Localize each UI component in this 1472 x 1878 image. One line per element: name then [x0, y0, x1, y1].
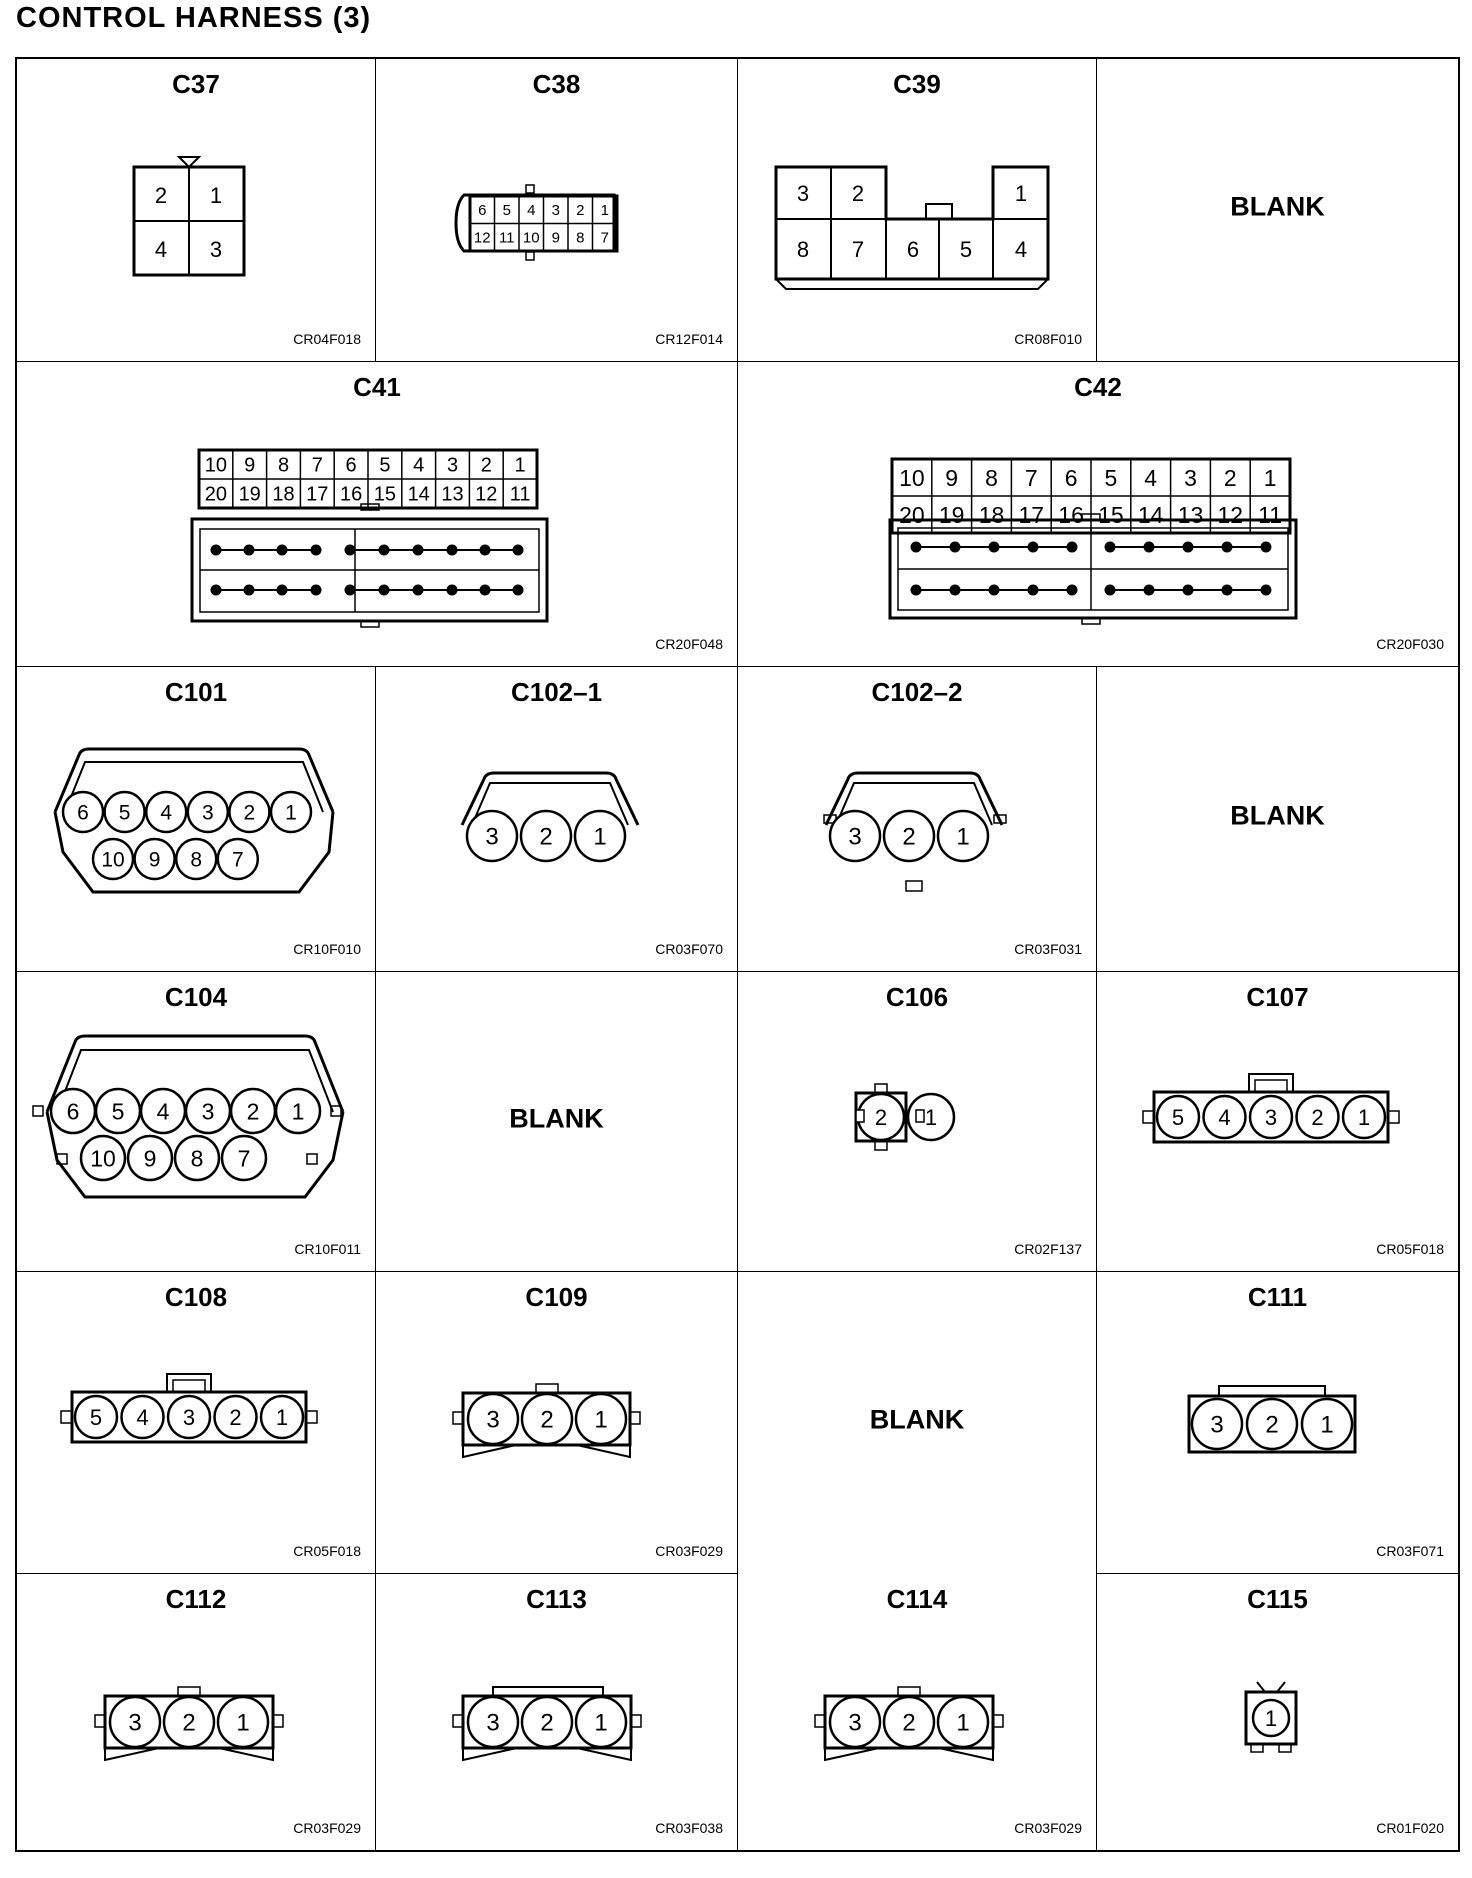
pin-label: 10 — [90, 1145, 116, 1172]
blank-label: BLANK — [869, 1404, 965, 1435]
pin-label: 16 — [1058, 501, 1084, 528]
connector-label: C115 — [1247, 1584, 1308, 1614]
pin-label: 6 — [345, 454, 357, 477]
terminal-dot — [211, 545, 222, 556]
pin-label: 7 — [600, 229, 609, 247]
pin-label: 1 — [1263, 464, 1277, 491]
pin-label: 4 — [154, 237, 168, 262]
pin-label: 4 — [160, 801, 173, 825]
part-code: CR03F029 — [655, 1543, 723, 1559]
pin-label: 4 — [1144, 464, 1158, 491]
cell-c41 — [17, 362, 738, 667]
pin-label: 2 — [1311, 1104, 1324, 1130]
pin-label: 5 — [118, 801, 131, 825]
connector-c104-diagram — [17, 972, 376, 1272]
connector-label: C101 — [164, 677, 228, 707]
terminal-dot — [1105, 585, 1116, 596]
pin-label: 3 — [209, 237, 223, 262]
connector-label: C104 — [164, 982, 228, 1012]
pin-label: 9 — [551, 229, 560, 247]
connector-c39-diagram — [738, 59, 1097, 362]
pin-label: 5 — [379, 454, 391, 477]
connector-grid — [15, 57, 1460, 1852]
cell-c112 — [17, 1574, 376, 1850]
part-code: CR10F011 — [294, 1241, 361, 1257]
pin-label: 8 — [576, 229, 585, 247]
terminal-dot — [447, 585, 458, 596]
pin-label: 2 — [1223, 464, 1237, 491]
pin-label: 3 — [201, 1098, 215, 1125]
pin-label: 3 — [182, 1404, 196, 1430]
pin-label: 17 — [1018, 501, 1045, 528]
connector-label: C42 — [1074, 372, 1122, 402]
part-code: CR03F071 — [1376, 1543, 1444, 1559]
pin-label: 14 — [1137, 501, 1164, 528]
pin-label: 5 — [1104, 464, 1118, 491]
cell-c102-1 — [376, 667, 738, 972]
terminal-dot — [1067, 585, 1078, 596]
connector-c108-diagram — [17, 1272, 376, 1574]
pin-label: 13 — [441, 483, 464, 506]
pin-label: 1 — [956, 1709, 970, 1737]
part-code: CR20F030 — [1376, 636, 1444, 652]
terminal-dot — [513, 545, 524, 556]
pin-label: 3 — [486, 1709, 500, 1737]
pin-label: 1 — [594, 1709, 608, 1737]
part-code: CR20F048 — [655, 636, 723, 652]
terminal-dot — [244, 545, 255, 556]
pin-label: 8 — [277, 454, 290, 477]
terminal-dot — [277, 545, 288, 556]
terminal-dot — [480, 545, 491, 556]
pin-label: 10 — [899, 464, 925, 491]
pin-label: 2 — [229, 1404, 242, 1430]
part-code: CR03F070 — [655, 941, 723, 957]
terminal-dot — [379, 585, 390, 596]
pin-label: 5 — [959, 237, 973, 262]
pin-label: 1 — [209, 183, 223, 208]
connector-label: C111 — [1247, 1282, 1308, 1312]
terminal-dot — [1028, 585, 1039, 596]
cell-blank — [1097, 667, 1458, 972]
pin-label: 7 — [851, 237, 865, 262]
connector-label: C109 — [525, 1282, 588, 1312]
connector-c114-diagram — [738, 1574, 1097, 1850]
part-code: CR03F029 — [1014, 1820, 1082, 1836]
pin-label: 14 — [407, 483, 430, 506]
pin-label: 10 — [522, 229, 540, 247]
pin-label: 17 — [306, 483, 329, 506]
pin-label: 9 — [945, 464, 959, 491]
cell-blank — [738, 1272, 1097, 1574]
pin-label: 6 — [1064, 464, 1078, 491]
pin-label: 8 — [985, 464, 998, 491]
pin-label: 5 — [1171, 1104, 1185, 1130]
pin-label: 19 — [938, 501, 965, 528]
pin-label: 8 — [190, 1145, 204, 1172]
connector-c41-diagram — [17, 362, 738, 667]
pin-label: 2 — [182, 1709, 196, 1737]
connector-c106-diagram — [738, 972, 1097, 1272]
pin-label: 1 — [275, 1404, 289, 1430]
cell-c104 — [17, 972, 376, 1272]
pin-label: 2 — [243, 801, 256, 825]
pin-label: 4 — [136, 1404, 149, 1430]
terminal-dot — [1183, 542, 1194, 553]
pin-label: 3 — [485, 823, 499, 851]
pin-label: 1 — [593, 823, 607, 851]
cell-c101 — [17, 667, 376, 972]
connector-label: C113 — [526, 1584, 587, 1614]
terminal-dot — [345, 585, 356, 596]
terminal-dot — [413, 545, 424, 556]
pin-label: 3 — [848, 823, 862, 851]
pin-label: 1 — [1014, 181, 1028, 206]
cell-c114 — [738, 1574, 1097, 1850]
cell-c107 — [1097, 972, 1458, 1272]
pin-label: 5 — [502, 202, 511, 220]
part-code: CR05F018 — [1376, 1241, 1444, 1257]
cell-c111 — [1097, 1272, 1458, 1574]
pin-label: 11 — [498, 229, 515, 247]
pin-label: 6 — [906, 237, 920, 262]
pin-label: 12 — [475, 483, 498, 506]
terminal-dot — [311, 545, 322, 556]
part-code: CR04F018 — [293, 331, 361, 347]
part-code: CR02F137 — [1014, 1241, 1082, 1257]
pin-label: 2 — [874, 1104, 888, 1130]
connector-label: C41 — [353, 372, 401, 402]
pin-label: 12 — [473, 229, 491, 247]
pin-label: 7 — [231, 848, 244, 872]
pin-label: 20 — [899, 501, 925, 528]
terminal-dot — [911, 585, 922, 596]
connector-c112-diagram — [17, 1574, 376, 1850]
pin-label: 1 — [1320, 1411, 1334, 1439]
cell-c113 — [376, 1574, 738, 1850]
pin-label: 11 — [509, 483, 531, 506]
pin-label: 7 — [311, 454, 323, 477]
connector-label: C39 — [893, 69, 941, 99]
pin-label: 1 — [1357, 1104, 1371, 1130]
pin-label: 2 — [540, 1406, 554, 1434]
part-code: CR03F031 — [1014, 941, 1082, 957]
terminal-dot — [950, 585, 961, 596]
connector-c38-diagram — [376, 59, 738, 362]
pin-label: 1 — [291, 1098, 305, 1125]
blank-label: BLANK — [1230, 800, 1325, 831]
cell-c42 — [738, 362, 1458, 667]
pin-label: 8 — [796, 237, 810, 262]
connector-label: C112 — [165, 1584, 227, 1614]
cell-c106 — [738, 972, 1097, 1272]
pin-label: 19 — [238, 483, 261, 506]
pin-label: 9 — [244, 454, 256, 477]
pin-label: 1 — [1264, 1705, 1278, 1731]
pin-label: 9 — [148, 848, 161, 872]
connector-c102-1-diagram — [376, 667, 738, 972]
pin-label: 3 — [1184, 464, 1197, 491]
part-code: CR05F018 — [293, 1543, 361, 1559]
pin-label: 13 — [1177, 501, 1204, 528]
pin-label: 2 — [540, 1709, 554, 1737]
pin-label: 6 — [66, 1098, 80, 1125]
terminal-dot — [311, 585, 322, 596]
connector-c102-2-diagram — [738, 667, 1097, 972]
terminal-dot — [950, 542, 961, 553]
terminal-dot — [277, 585, 288, 596]
cell-c38 — [376, 59, 738, 362]
pin-label: 2 — [246, 1098, 260, 1125]
terminal-dot — [1028, 542, 1039, 553]
pin-label: 2 — [851, 181, 865, 206]
connector-label: C108 — [164, 1282, 228, 1312]
terminal-dot — [911, 542, 922, 553]
pin-label: 3 — [201, 801, 214, 825]
connector-label: C102–2 — [871, 677, 963, 707]
cell-c108 — [17, 1272, 376, 1574]
connector-c109-diagram — [376, 1272, 738, 1574]
pin-label: 1 — [236, 1709, 250, 1737]
connector-c37-diagram — [17, 59, 376, 362]
terminal-dot — [1222, 542, 1233, 553]
pin-label: 18 — [978, 501, 1005, 528]
terminal-dot — [1261, 585, 1272, 596]
pin-label: 4 — [413, 454, 425, 477]
pin-label: 20 — [204, 483, 228, 506]
connector-c113-diagram — [376, 1574, 738, 1850]
pin-label: 3 — [551, 202, 560, 220]
pin-label: 6 — [478, 202, 487, 220]
pin-label: 2 — [902, 1709, 916, 1737]
terminal-dot — [345, 545, 356, 556]
pin-label: 4 — [1014, 237, 1028, 262]
terminal-dot — [413, 585, 424, 596]
part-code: CR01F020 — [1376, 1820, 1444, 1836]
pin-label: 2 — [154, 183, 168, 208]
terminal-dot — [1144, 542, 1155, 553]
terminal-dot — [1067, 542, 1078, 553]
cell-blank — [1097, 59, 1458, 362]
pin-label: 2 — [539, 823, 553, 851]
pin-label: 11 — [1258, 501, 1283, 528]
pin-label: 15 — [373, 483, 397, 506]
part-code: CR12F014 — [655, 331, 723, 347]
pin-label: 3 — [1264, 1104, 1278, 1130]
terminal-dot — [244, 585, 255, 596]
cell-c37 — [17, 59, 376, 362]
pin-label: 3 — [1210, 1411, 1224, 1439]
cell-c102-2 — [738, 667, 1097, 972]
terminal-dot — [211, 585, 222, 596]
connector-label: C107 — [1246, 982, 1309, 1012]
connector-c101-diagram — [17, 667, 376, 972]
cell-c115 — [1097, 1574, 1458, 1850]
pin-label: 3 — [796, 181, 810, 206]
terminal-dot — [447, 545, 458, 556]
connector-c107-diagram — [1097, 972, 1458, 1272]
pin-label: 4 — [1218, 1104, 1231, 1130]
pin-label: 6 — [77, 801, 89, 825]
pin-label: 4 — [156, 1098, 170, 1125]
pin-label: 1 — [924, 1104, 938, 1130]
part-code: CR10F010 — [293, 941, 361, 957]
pin-label: 2 — [1265, 1411, 1279, 1439]
pin-label: 5 — [89, 1404, 103, 1430]
terminal-dot — [1183, 585, 1194, 596]
pin-label: 4 — [527, 202, 536, 220]
part-code: CR08F010 — [1014, 331, 1082, 347]
cell-c109 — [376, 1272, 738, 1574]
blank-label: BLANK — [509, 1102, 604, 1133]
terminal-dot — [1144, 585, 1155, 596]
terminal-dot — [513, 585, 524, 596]
pin-label: 1 — [514, 454, 526, 477]
pin-label: 7 — [1024, 464, 1038, 491]
cell-c39 — [738, 59, 1097, 362]
pin-label: 2 — [576, 202, 585, 220]
connector-label: C106 — [885, 982, 949, 1012]
pin-label: 12 — [1217, 501, 1244, 528]
pin-label: 7 — [237, 1145, 251, 1172]
terminal-dot — [1222, 585, 1233, 596]
pin-label: 18 — [272, 483, 295, 506]
pin-label: 2 — [480, 454, 492, 477]
terminal-dot — [379, 545, 390, 556]
pin-label: 5 — [111, 1098, 125, 1125]
connector-label: C37 — [172, 69, 220, 99]
pin-label: 3 — [446, 454, 459, 477]
connector-c42-diagram — [738, 362, 1458, 667]
cell-blank — [376, 972, 738, 1272]
pin-label: 1 — [600, 202, 609, 220]
part-code: CR03F038 — [655, 1820, 723, 1836]
terminal-dot — [1261, 542, 1272, 553]
pin-label: 9 — [143, 1145, 157, 1172]
terminal-dot — [989, 542, 1000, 553]
connector-c115-diagram — [1097, 1574, 1458, 1850]
terminal-dot — [1105, 542, 1116, 553]
pin-label: 1 — [285, 801, 297, 825]
terminal-dot — [989, 585, 1000, 596]
pin-label: 1 — [594, 1406, 608, 1434]
part-code: CR03F029 — [293, 1820, 361, 1836]
connector-label: C114 — [886, 1584, 948, 1614]
pin-label: 16 — [339, 483, 363, 506]
pin-label: 1 — [956, 823, 970, 851]
page-title: CONTROL HARNESS (3) — [16, 2, 372, 34]
connector-label: C102–1 — [510, 677, 603, 707]
connector-label: C38 — [532, 69, 581, 99]
pin-label: 3 — [848, 1709, 862, 1737]
pin-label: 10 — [204, 454, 228, 477]
pin-label: 3 — [128, 1709, 142, 1737]
connector-c111-diagram — [1097, 1272, 1458, 1574]
blank-label: BLANK — [1230, 191, 1325, 222]
pin-label: 2 — [902, 823, 916, 851]
terminal-dot — [480, 585, 491, 596]
pin-label: 10 — [101, 848, 125, 872]
pin-label: 15 — [1098, 501, 1124, 528]
pin-label: 8 — [190, 848, 203, 872]
pin-label: 3 — [486, 1406, 500, 1434]
